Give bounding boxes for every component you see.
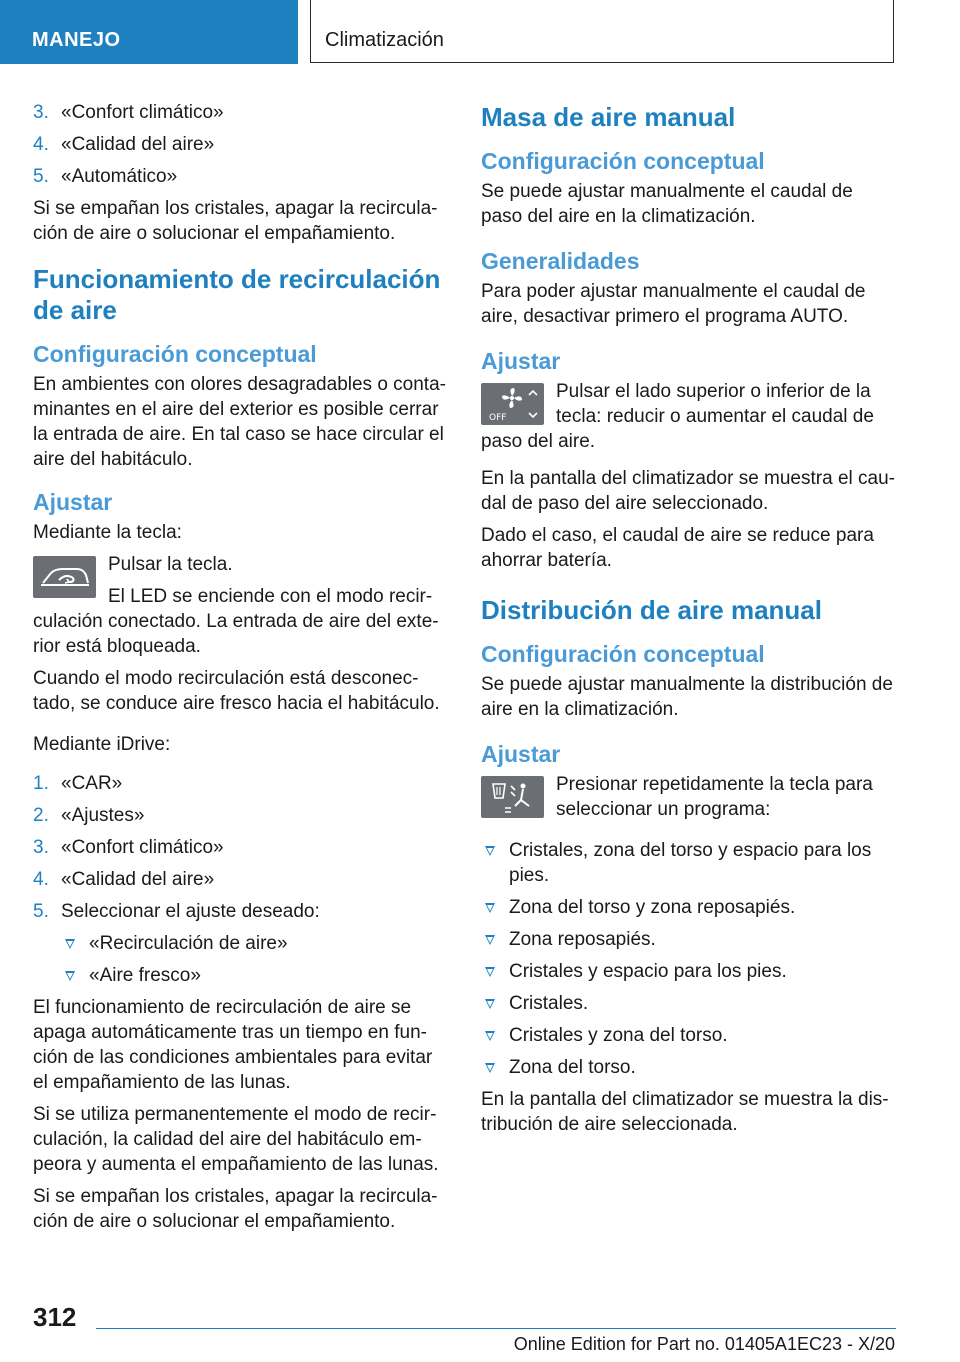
icon-paragraph [481, 772, 895, 822]
svg-text:OFF: OFF [489, 413, 507, 423]
fan-off-icon [481, 383, 544, 425]
heading-recirculation: Funcionamiento de recirculación de aire [33, 264, 441, 325]
paragraph: Mediante la tecla: [33, 522, 182, 543]
left-column [33, 100, 447, 1241]
triangle-bullet-icon [485, 903, 495, 913]
sub-bullet-list [33, 931, 447, 988]
paragraph: Mediante iDrive: [33, 734, 171, 755]
list-item: «Aire fresco» [61, 963, 447, 988]
list-item: Zona reposapiés. [481, 927, 895, 952]
list-item: 3. «Confort climático» [33, 837, 224, 858]
section-title: MANEJO [32, 29, 121, 51]
program-list [481, 838, 895, 1080]
triangle-bullet-icon [485, 935, 495, 945]
heading-ajustar: Ajustar [33, 489, 113, 515]
footer-divider [96, 1328, 896, 1329]
heading-concept: Configuración conceptual [481, 148, 765, 174]
paragraph: Si se empañan los cristales, apagar la recircula-ción de aire o solucionar el empañamiento. [33, 198, 438, 244]
chapter-title: Climatización [325, 29, 444, 51]
list-item: Zona del torso y zona reposapiés. [481, 895, 895, 920]
paragraph: El LED se enciende con el modo recir-culación conectado. La entrada de aire del exte-rior está bloqueada. [33, 586, 439, 657]
heading-ajustar: Ajustar [481, 741, 561, 767]
paragraph: Dado el caso, el caudal de aire se reduce para ahorrar batería. [481, 525, 874, 571]
heading-generalidades: Generalidades [481, 248, 640, 274]
list-item: Cristales y espacio para los pies. [481, 959, 895, 984]
paragraph: Presionar repetidamente la tecla para seleccionar un programa: [556, 774, 873, 820]
paragraph: Pulsar la tecla. [108, 554, 233, 575]
paragraph: El funcionamiento de recirculación de aire se apaga automáticamente tras un tiempo en fun-ción de las condiciones ambientales para evitar el empañamiento de las lunas. [33, 997, 433, 1093]
triangle-bullet-icon [485, 846, 495, 856]
paragraph: Cuando el modo recirculación está desconec-tado, se conduce aire fresco hacia el habitáculo. [33, 668, 440, 714]
paragraph: Si se utiliza permanentemente el modo de recir-culación, la calidad del aire del habitáculo em-peora y aumenta el empañamiento de las lunas. [33, 1104, 439, 1175]
triangle-bullet-icon [65, 971, 75, 981]
list-item: 4. «Calidad del aire» [33, 134, 215, 155]
icon-paragraph [481, 379, 895, 454]
numbered-list-b [33, 771, 447, 924]
triangle-bullet-icon [485, 1031, 495, 1041]
list-item: 5. Seleccionar el ajuste deseado: [33, 901, 320, 922]
heading-ajustar: Ajustar [481, 348, 561, 374]
paragraph: Si se empañan los cristales, apagar la recircula-ción de aire o solucionar el empañamiento. [33, 1186, 438, 1232]
list-item: 3. «Confort climático» [33, 102, 224, 123]
triangle-bullet-icon [485, 1063, 495, 1073]
footer-edition: Online Edition for Part no. 01405A1EC23 - X/20 [513, 1334, 895, 1354]
right-column [481, 100, 895, 1144]
heading-masa-aire: Masa de aire manual [481, 102, 736, 132]
recirculation-icon [33, 556, 96, 598]
icon-paragraph [33, 552, 447, 659]
list-item: Cristales. [481, 991, 895, 1016]
section-tab [0, 0, 298, 64]
paragraph: En ambientes con olores desagradables o conta-minantes en el aire del exterior es posible cerrar la entrada de aire. En tal caso se hace circular el aire del habitáculo. [33, 374, 446, 470]
numbered-list-a [33, 100, 447, 189]
list-item: 2. «Ajustes» [33, 805, 145, 826]
list-item: «Recirculación de aire» [61, 931, 447, 956]
list-item: Cristales y zona del torso. [481, 1023, 895, 1048]
heading-concept: Configuración conceptual [33, 341, 317, 367]
page-number: 312 [33, 1302, 77, 1332]
paragraph: Se puede ajustar manualmente la distribución de aire en la climatización. [481, 674, 893, 720]
chapter-header [310, 0, 894, 63]
paragraph: En la pantalla del climatizador se muestra la dis-tribución de aire seleccionada. [481, 1089, 889, 1135]
list-item: 5. «Automático» [33, 166, 178, 187]
triangle-bullet-icon [65, 939, 75, 949]
heading-distribucion: Distribución de aire manual [481, 595, 822, 625]
triangle-bullet-icon [485, 999, 495, 1009]
list-item: 1. «CAR» [33, 773, 123, 794]
paragraph: En la pantalla del climatizador se muestra el cau-dal de paso del aire seleccionado. [481, 468, 895, 514]
air-distribution-icon [481, 776, 544, 818]
list-item: Cristales, zona del torso y espacio para los pies. [481, 838, 895, 888]
triangle-bullet-icon [485, 967, 495, 977]
paragraph: Para poder ajustar manualmente el caudal de aire, desactivar primero el programa AUTO. [481, 281, 866, 327]
paragraph: Se puede ajustar manualmente el caudal de paso del aire en la climatización. [481, 181, 853, 227]
heading-concept: Configuración conceptual [481, 641, 765, 667]
list-item: Zona del torso. [481, 1055, 895, 1080]
paragraph: Pulsar el lado superior o inferior de la tecla: reducir o aumentar el caudal de paso del aire. [481, 381, 874, 452]
list-item: 4. «Calidad del aire» [33, 869, 215, 890]
